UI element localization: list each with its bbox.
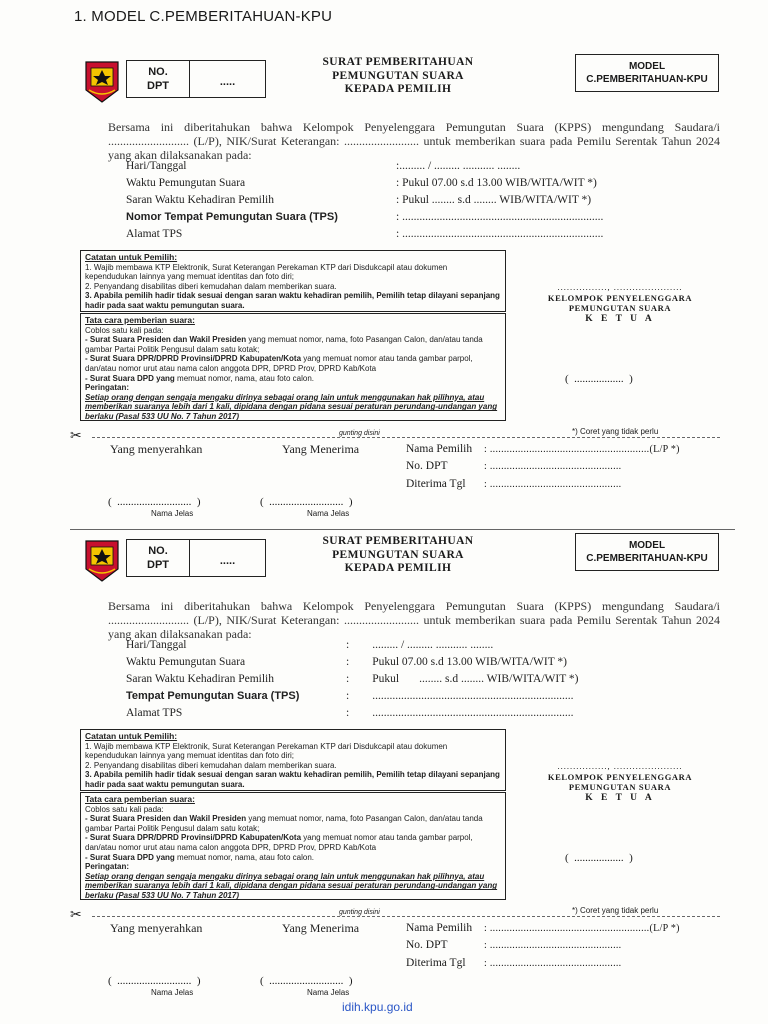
- field-label: Hari/Tanggal: [126, 160, 187, 172]
- receiver-label: Yang Menerima: [282, 442, 360, 456]
- strike-note: *) Coret yang tidak perlu: [572, 906, 659, 915]
- form-title-line: PEMUNGUTAN SUARA: [332, 548, 464, 561]
- field-row: [126, 639, 646, 655]
- field-row: [126, 707, 646, 723]
- ketua-signature-line: ( .................. ): [565, 373, 633, 385]
- voter-notes-box: [80, 729, 506, 791]
- voter-notes-box: [80, 250, 506, 312]
- form-title: [280, 56, 516, 97]
- cut-here-label: gunting disini: [339, 909, 380, 916]
- receipt-field-label: Diterima Tgl: [406, 478, 466, 490]
- field-label: Alamat TPS: [126, 707, 183, 719]
- field-row: [126, 177, 646, 193]
- receipt-field-value: : .........................................................(L/P *): [484, 444, 680, 455]
- receipt-field-value: : ...............................................: [484, 958, 622, 969]
- dpt-number-value: .....: [219, 555, 236, 567]
- ketua-label: K E T U A: [585, 792, 655, 803]
- procedure-item: - Surat Suara DPR/DPRD Provinsi/DPRD Kabupaten/Kota yang memuat nomor atau tanda gambar parpol, dan/atau nomor urut atau nama calon anggota DPR, DPRD Prov, DPRD Kab/Kota: [85, 354, 473, 373]
- field-label: Saran Waktu Kehadiran Pemilih: [126, 673, 275, 685]
- notes-panel: [80, 250, 510, 420]
- signature-line: ( ........................... ): [108, 975, 201, 987]
- intro-paragraph: Bersama ini diberitahukan bahwa Kelompok Penyelenggara Pemungutan Suara (KPPS) mengundang Saudara/i ........................... (L/P), NIK/Surat Keterangan: ......................... untuk memberikan suara pada Pemilu Serentak Tahun 2024 yang akan dilaksanakan pada:: [108, 120, 720, 162]
- model-label: MODEL: [628, 540, 666, 551]
- field-value: : Pukul 07.00 s.d 13.00 WIB/WITA/WIT *): [396, 177, 597, 189]
- form-title-line: SURAT PEMBERITAHUAN: [322, 535, 474, 547]
- field-value: : ......... / ......... ........... ........: [346, 639, 494, 651]
- model-box: [575, 533, 719, 571]
- warning-title: Peringatan:: [85, 383, 130, 393]
- printed-name-label: Nama Jelas: [151, 988, 194, 997]
- procedure-item: - Surat Suara DPD yang memuat nomor, nama, atau foto calon.: [85, 373, 314, 383]
- handover-label: Yang menyerahkan: [110, 442, 203, 456]
- procedure-item: - Surat Suara DPD yang memuat nomor, nama, atau foto calon.: [85, 852, 314, 862]
- kpu-logo-icon: [82, 60, 122, 104]
- dpt-no-label: NO.: [148, 545, 168, 557]
- note-item: 2. Penyandang disabilitas diberi kemudahan dalam memberikan suara.: [85, 760, 337, 770]
- procedure-item: - Surat Suara DPR/DPRD Provinsi/DPRD Kabupaten/Kota yang memuat nomor atau tanda gambar parpol, dan/atau nomor urut atau nama calon anggota DPR, DPRD Prov, DPRD Kab/Kota: [85, 833, 473, 852]
- form-title-line: PEMUNGUTAN SUARA: [332, 69, 464, 82]
- field-row: [126, 690, 646, 706]
- voting-procedure-box: [80, 792, 506, 900]
- field-label: Tempat Pemungutan Suara (TPS): [126, 690, 300, 702]
- field-label: Hari/Tanggal: [126, 639, 187, 651]
- field-row: [126, 194, 646, 210]
- warning-text: Setiap orang dengan sengaja mengaku dirinya sebagai orang lain untuk menggunakan hak pilihnya, atau memberikan suaranya lebih dari 1 kali, dipidana dengan pidana sesuai peraturan perundang-undangan yang berlaku (Pasal 533 UU No. 7 Tahun 2017): [85, 392, 498, 421]
- form-title-line: KEPADA PEMILIH: [344, 83, 452, 95]
- receipt-field-label: Nama Pemilih: [406, 922, 473, 934]
- procedure-title: Tata cara pemberian suara:: [85, 315, 195, 325]
- dpt-no-label: NO.: [148, 66, 168, 78]
- signature-line: ( ........................... ): [260, 975, 353, 987]
- intro-paragraph: Bersama ini diberitahukan bahwa Kelompok Penyelenggara Pemungutan Suara (KPPS) mengundang Saudara/i ........................... (L/P), NIK/Surat Keterangan: ......................... untuk memberikan suara pada Pemilu Serentak Tahun 2024 yang akan dilaksanakan pada:: [108, 599, 720, 641]
- field-value: : ......................................................................: [396, 228, 604, 240]
- receipt-field-value: : ...............................................: [484, 479, 622, 490]
- dpt-label: DPT: [147, 559, 169, 571]
- form-title: [280, 535, 516, 576]
- field-value: : Pukul 07.00 s.d 13.00 WIB/WITA/WIT *): [346, 656, 567, 668]
- handover-label: Yang menyerahkan: [110, 921, 203, 935]
- procedure-intro: Coblos satu kali pada:: [85, 325, 164, 335]
- notes-title: Catatan untuk Pemilih:: [85, 252, 178, 262]
- field-row: [126, 228, 646, 244]
- note-item: 3. Apabila pemilih hadir tidak sesuai dengan saran waktu kehadiran pemilih, Pemilih tetap dilayani sepanjang hadir pada saat waktu pemungutan suara.: [85, 770, 500, 789]
- field-value: :......... / ......... ........... ........: [396, 160, 521, 172]
- kpu-logo-icon: [82, 539, 122, 583]
- notification-form: [0, 50, 768, 530]
- form-title-line: KEPADA PEMILIH: [344, 562, 452, 574]
- notes-panel: [80, 729, 510, 899]
- printed-name-label: Nama Jelas: [307, 509, 350, 518]
- receipt-field-value: : ...............................................: [484, 940, 622, 951]
- field-label: Nomor Tempat Pemungutan Suara (TPS): [126, 211, 338, 223]
- procedure-intro: Coblos satu kali pada:: [85, 804, 164, 814]
- procedure-item: - Surat Suara Presiden dan Wakil Presiden yang memuat nomor, nama, foto Pasangan Calon, dan/atau tanda gambar Partai Politik Pengusul dalam satu kotak;: [85, 814, 483, 833]
- cut-line: [70, 428, 720, 442]
- scissors-icon: ✂: [70, 907, 82, 923]
- kpps-title-line: PEMUNGUTAN SUARA: [568, 303, 672, 313]
- voting-procedure-box: [80, 313, 506, 421]
- receipt-field-value: : ...............................................: [484, 461, 622, 472]
- field-value: : ......................................................................: [346, 690, 574, 702]
- model-code: C.PEMBERITAHUAN-KPU: [586, 74, 708, 85]
- dpt-number-box: [126, 539, 266, 577]
- field-value: : ......................................................................: [396, 211, 604, 223]
- field-row: [126, 673, 646, 689]
- form-title-line: SURAT PEMBERITAHUAN: [322, 56, 474, 68]
- field-row: [126, 160, 646, 176]
- receipt-field-value: : .........................................................(L/P *): [484, 923, 680, 934]
- warning-text: Setiap orang dengan sengaja mengaku dirinya sebagai orang lain untuk menggunakan hak pilihnya, atau memberikan suaranya lebih dari 1 kali, dipidana dengan pidana sesuai peraturan perundang-undangan yang berlaku (Pasal 533 UU No. 7 Tahun 2017): [85, 871, 498, 900]
- scissors-icon: ✂: [70, 428, 82, 444]
- field-row: [126, 656, 646, 672]
- signature-line: ( ........................... ): [108, 496, 201, 508]
- page-title: 1. MODEL C.PEMBERITAHUAN-KPU: [74, 8, 333, 25]
- note-item: 2. Penyandang disabilitas diberi kemudahan dalam memberikan suara.: [85, 281, 337, 291]
- place-date-line: ................, ......................: [557, 761, 683, 771]
- printed-name-label: Nama Jelas: [307, 988, 350, 997]
- notes-title: Catatan untuk Pemilih:: [85, 731, 178, 741]
- receipt-field-label: No. DPT: [406, 460, 448, 472]
- field-value: : Pukul ........ s.d ........ WIB/WITA/WIT *): [396, 194, 592, 206]
- signature-line: ( ........................... ): [260, 496, 353, 508]
- field-label: Saran Waktu Kehadiran Pemilih: [126, 194, 275, 206]
- receipt-field-label: Diterima Tgl: [406, 957, 466, 969]
- place-date-line: ................, ......................: [557, 282, 683, 292]
- receipt-field-label: No. DPT: [406, 939, 448, 951]
- model-box: [575, 54, 719, 92]
- field-value: : ......................................................................: [346, 707, 574, 719]
- warning-title: Peringatan:: [85, 862, 130, 872]
- printed-name-label: Nama Jelas: [151, 509, 194, 518]
- field-label: Waktu Pemungutan Suara: [126, 177, 246, 189]
- dpt-number-value: .....: [219, 76, 236, 88]
- receipt-field-label: Nama Pemilih: [406, 443, 473, 455]
- kpps-title-line: KELOMPOK PENYELENGGARA: [547, 292, 693, 303]
- kpps-signature-block: [520, 761, 720, 803]
- model-label: MODEL: [628, 61, 666, 72]
- strike-note: *) Coret yang tidak perlu: [572, 427, 659, 436]
- kpps-signature-block: [520, 282, 720, 324]
- procedure-item: - Surat Suara Presiden dan Wakil Presiden yang memuat nomor, nama, foto Pasangan Calon, dan/atau tanda gambar Partai Politik Pengusul dalam satu kotak;: [85, 335, 483, 354]
- field-label: Waktu Pemungutan Suara: [126, 656, 246, 668]
- dpt-label: DPT: [147, 80, 169, 92]
- receiver-label: Yang Menerima: [282, 921, 360, 935]
- note-item: 1. Wajib membawa KTP Elektronik, Surat Keterangan Perekaman KTP dari Disdukcapil atau dokumen kependudukan lainnya yang memuat identitas dan foto diri;: [85, 741, 448, 761]
- field-row: [126, 211, 646, 227]
- field-value: : Pukul ........ s.d ........ WIB/WITA/WIT *): [346, 673, 579, 685]
- cut-line: [70, 907, 720, 921]
- note-item: 3. Apabila pemilih hadir tidak sesuai dengan saran waktu kehadiran pemilih, Pemilih tetap dilayani sepanjang hadir pada saat waktu pemungutan suara.: [85, 291, 500, 310]
- procedure-title: Tata cara pemberian suara:: [85, 794, 195, 804]
- cut-here-label: gunting disini: [339, 430, 380, 437]
- ketua-signature-line: ( .................. ): [565, 852, 633, 864]
- footer-link[interactable]: idih.kpu.go.id: [342, 1000, 413, 1014]
- ketua-label: K E T U A: [585, 313, 655, 324]
- kpps-title-line: PEMUNGUTAN SUARA: [568, 782, 672, 792]
- kpps-title-line: KELOMPOK PENYELENGGARA: [547, 771, 693, 782]
- model-code: C.PEMBERITAHUAN-KPU: [586, 553, 708, 564]
- note-item: 1. Wajib membawa KTP Elektronik, Surat Keterangan Perekaman KTP dari Disdukcapil atau dokumen kependudukan lainnya yang memuat identitas dan foto diri;: [85, 262, 448, 282]
- dpt-number-box: [126, 60, 266, 98]
- notification-form: [0, 529, 768, 1009]
- field-label: Alamat TPS: [126, 228, 183, 240]
